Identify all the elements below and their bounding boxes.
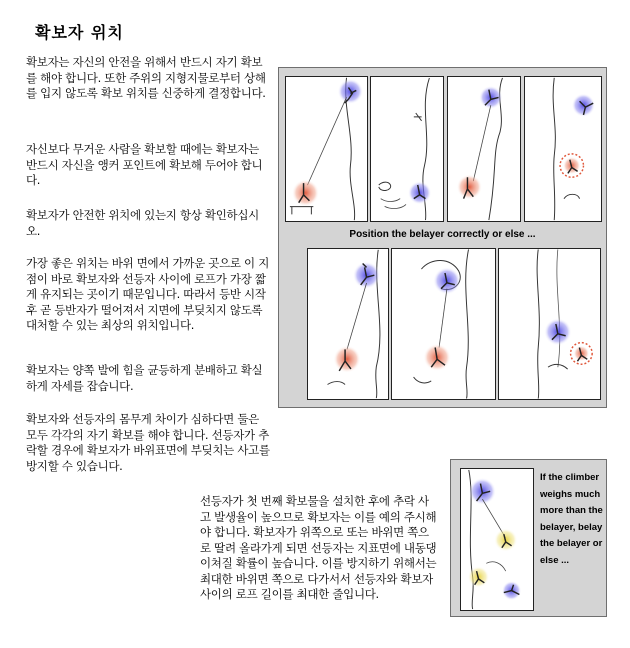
paragraph-stance: 확보자는 양쪽 발에 힘을 균등하게 분배하고 확실하게 자세를 잡습니다. — [26, 363, 263, 393]
paragraph-first-protection: 선등자가 첫 번째 확보물을 설치한 후에 추락 사고 발생율이 높으므로 확보자는 이를 예의 주시해야 합니다. 확보자가 위쪽으로 또는 바위면 쪽으로 딸려 올라가게 되면 선등자는 지표면에 내동댕이쳐질 확률이 높습니다. 이를 방지하기 위해서는 최대한 바위면 쪽으로 다가서서 선등자와 확보자 사이의 로프 길이를 최대한 줄입니다. — [200, 494, 437, 601]
paragraph-weight-difference: 확보자와 선등자의 몸무게 차이가 심하다면 둘은 모두 각각의 자기 확보를 해야 합니다. 선등자가 추락할 경우에 확보자가 바위표면에 부딪치는 사고를 방지할 수 있습니다. — [26, 412, 270, 473]
paragraph-best-position: 가장 좋은 위치는 바위 면에서 가까운 곳으로 이 지점이 바로 확보자와 선등자 사이에 로프가 가장 짧게 유지되는 곳이기 때문입니다. 따라서 등반 시작 후 곧 등반자가 떨어져서 지면에 부딪치지 않도록 대처할 수 있는 최상의 위치입니다. — [26, 256, 270, 332]
page-title: 확보자 위치 — [35, 23, 124, 42]
paragraph-heavier-partner: 자신보다 무거운 사람을 확보할 때에는 확보자는 반드시 자신을 앵커 포인트에 확보해 두어야 합니다. — [26, 142, 263, 187]
belayer-position-illustration — [278, 67, 607, 408]
illustration-panel-4 — [524, 76, 602, 222]
paragraph-self-anchor: 확보자는 자신의 안전을 위해서 반드시 자기 확보를 해야 합니다. 또한 주위의 지형지물로부터 상해를 입지 않도록 확보 위치를 신중하게 결정합니다. — [26, 55, 266, 100]
illustration-panel-1 — [285, 76, 368, 222]
illustration-caption: Position the belayer correctly or else ... — [349, 229, 536, 240]
illustration-panel-6 — [391, 248, 496, 400]
illustration-panel-5 — [307, 248, 389, 400]
illustration-panel-7 — [498, 248, 601, 400]
heavy-climber-caption: If the climber weighs much more than the belayer, belay the belayer or else ... — [540, 472, 603, 566]
illustration-panel-2 — [370, 76, 444, 222]
heavy-climber-illustration — [450, 459, 607, 617]
paragraph-safe-position: 확보자가 안전한 위치에 있는지 항상 확인하십시오. — [26, 208, 259, 238]
illustration-panel-3 — [447, 76, 521, 222]
heavy-climber-panel — [460, 468, 534, 611]
